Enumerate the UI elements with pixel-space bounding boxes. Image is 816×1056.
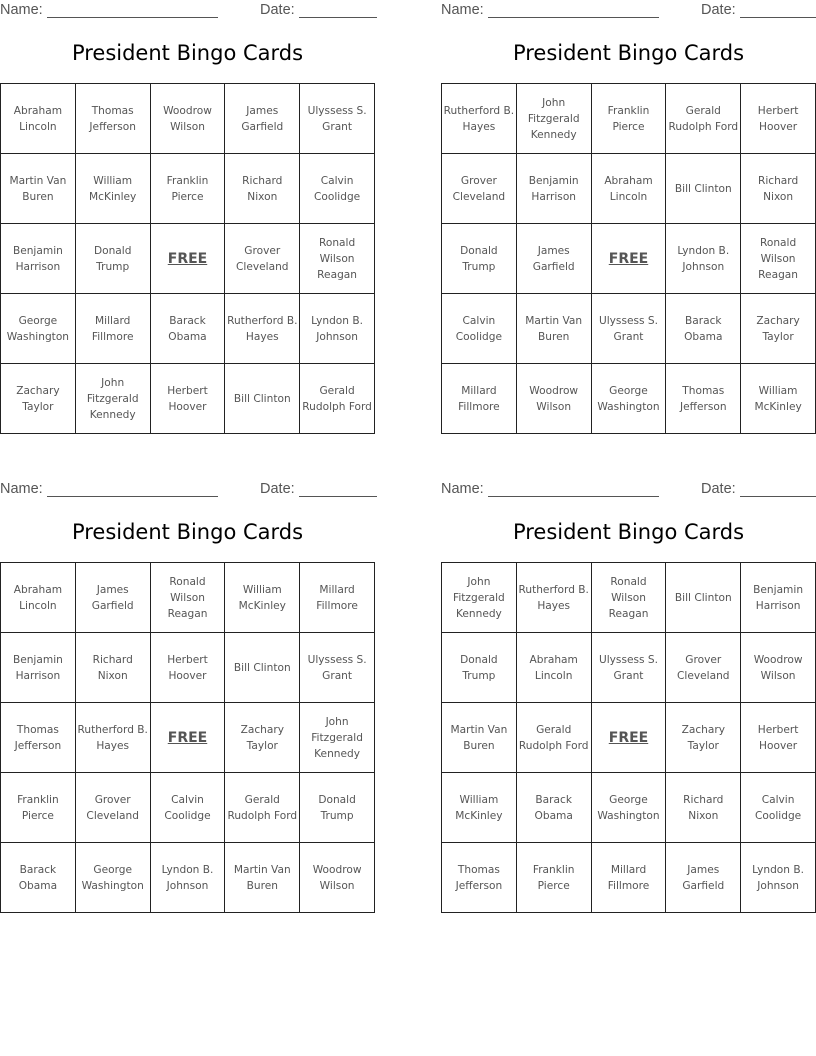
bingo-cell[interactable]: Ulyssess S. Grant xyxy=(300,84,375,154)
bingo-cell[interactable]: Barack Obama xyxy=(1,843,76,913)
name-label: Name: xyxy=(441,2,484,18)
date-field[interactable] xyxy=(701,2,816,18)
bingo-cell[interactable]: Millard Fillmore xyxy=(592,843,667,913)
bingo-cell[interactable]: James Garfield xyxy=(666,843,741,913)
bingo-cell[interactable]: Martin Van Buren xyxy=(517,294,592,364)
bingo-cell[interactable]: Lyndon B. Johnson xyxy=(666,224,741,294)
bingo-cell[interactable]: Benjamin Harrison xyxy=(1,224,76,294)
bingo-cell[interactable]: Herbert Hoover xyxy=(741,84,816,154)
date-label: Date: xyxy=(701,481,736,497)
bingo-cell[interactable]: William McKinley xyxy=(442,773,517,843)
bingo-cell[interactable]: Calvin Coolidge xyxy=(300,154,375,224)
free-space-cell[interactable]: FREE xyxy=(592,703,667,773)
bingo-cell[interactable]: Benjamin Harrison xyxy=(741,563,816,633)
bingo-cell[interactable]: Benjamin Harrison xyxy=(1,633,76,703)
card-header xyxy=(0,481,376,499)
bingo-cell[interactable]: John Fitzgerald Kennedy xyxy=(300,703,375,773)
bingo-cell[interactable]: Zachary Taylor xyxy=(741,294,816,364)
date-blank-line[interactable] xyxy=(299,482,377,497)
bingo-cell[interactable]: Richard Nixon xyxy=(76,633,151,703)
card-title: President Bingo Cards xyxy=(71,41,304,65)
date-field[interactable] xyxy=(260,481,377,497)
bingo-cell[interactable]: Woodrow Wilson xyxy=(300,843,375,913)
bingo-cell[interactable]: Richard Nixon xyxy=(225,154,300,224)
bingo-grid xyxy=(0,83,375,434)
bingo-cell[interactable]: Abraham Lincoln xyxy=(1,563,76,633)
date-label: Date: xyxy=(260,2,295,18)
date-field[interactable] xyxy=(260,2,377,18)
name-field[interactable] xyxy=(441,2,659,18)
bingo-cell[interactable]: Barack Obama xyxy=(666,294,741,364)
bingo-cell[interactable]: Zachary Taylor xyxy=(225,703,300,773)
bingo-cell[interactable]: George Washington xyxy=(592,773,667,843)
bingo-cell[interactable]: Zachary Taylor xyxy=(666,703,741,773)
date-label: Date: xyxy=(260,481,295,497)
bingo-grid xyxy=(441,562,816,913)
bingo-cell[interactable]: Millard Fillmore xyxy=(76,294,151,364)
bingo-cell[interactable]: James Garfield xyxy=(225,84,300,154)
name-blank-line[interactable] xyxy=(47,482,218,497)
name-label: Name: xyxy=(0,2,43,18)
bingo-cell[interactable]: Martin Van Buren xyxy=(225,843,300,913)
free-space-cell[interactable]: FREE xyxy=(151,224,226,294)
bingo-cell[interactable]: William McKinley xyxy=(76,154,151,224)
bingo-cell[interactable]: Herbert Hoover xyxy=(741,703,816,773)
bingo-grid xyxy=(0,562,375,913)
bingo-cell[interactable]: Abraham Lincoln xyxy=(592,154,667,224)
card-header xyxy=(441,481,816,499)
bingo-cell[interactable]: Ronald Wilson Reagan xyxy=(592,563,667,633)
bingo-cell[interactable]: William McKinley xyxy=(741,364,816,434)
bingo-cell[interactable]: Franklin Pierce xyxy=(592,84,667,154)
bingo-cell[interactable]: Franklin Pierce xyxy=(1,773,76,843)
bingo-cell[interactable]: Woodrow Wilson xyxy=(517,364,592,434)
bingo-cell[interactable]: Bill Clinton xyxy=(666,154,741,224)
bingo-cell[interactable]: Lyndon B. Johnson xyxy=(300,294,375,364)
bingo-cell[interactable]: Grover Cleveland xyxy=(442,154,517,224)
bingo-cell[interactable]: Ulyssess S. Grant xyxy=(300,633,375,703)
bingo-grid xyxy=(441,83,816,434)
date-blank-line[interactable] xyxy=(299,3,377,18)
card-title: President Bingo Cards xyxy=(512,520,745,544)
bingo-cell[interactable]: Rutherford B. Hayes xyxy=(517,563,592,633)
bingo-cell[interactable]: Benjamin Harrison xyxy=(517,154,592,224)
bingo-cell[interactable]: Martin Van Buren xyxy=(442,703,517,773)
date-blank-line[interactable] xyxy=(740,3,816,18)
bingo-cell[interactable]: Donald Trump xyxy=(442,224,517,294)
bingo-cell[interactable]: Ulyssess S. Grant xyxy=(592,294,667,364)
bingo-cell[interactable]: Donald Trump xyxy=(76,224,151,294)
name-blank-line[interactable] xyxy=(488,482,659,497)
bingo-cell[interactable]: Millard Fillmore xyxy=(442,364,517,434)
bingo-cell[interactable]: Calvin Coolidge xyxy=(741,773,816,843)
bingo-card-4 xyxy=(441,479,816,919)
bingo-cell[interactable]: George Washington xyxy=(592,364,667,434)
bingo-cell[interactable]: Thomas Jefferson xyxy=(1,703,76,773)
date-label: Date: xyxy=(701,2,736,18)
free-space-cell[interactable]: FREE xyxy=(592,224,667,294)
bingo-cell[interactable]: Bill Clinton xyxy=(225,364,300,434)
date-blank-line[interactable] xyxy=(740,482,816,497)
bingo-card-2 xyxy=(441,0,816,440)
bingo-cell[interactable]: Bill Clinton xyxy=(666,563,741,633)
card-header xyxy=(0,2,376,20)
bingo-cell[interactable]: Abraham Lincoln xyxy=(1,84,76,154)
bingo-cell[interactable]: Ronald Wilson Reagan xyxy=(151,563,226,633)
bingo-cell[interactable]: Calvin Coolidge xyxy=(442,294,517,364)
bingo-cell[interactable]: Lyndon B. Johnson xyxy=(151,843,226,913)
bingo-cell[interactable]: Rutherford B. Hayes xyxy=(442,84,517,154)
name-label: Name: xyxy=(441,481,484,497)
name-label: Name: xyxy=(0,481,43,497)
bingo-cell[interactable]: Gerald Rudolph Ford xyxy=(300,364,375,434)
bingo-cell[interactable]: Millard Fillmore xyxy=(300,563,375,633)
name-field[interactable] xyxy=(0,2,218,18)
bingo-cell[interactable]: Herbert Hoover xyxy=(151,633,226,703)
bingo-cell[interactable]: Calvin Coolidge xyxy=(151,773,226,843)
bingo-cell[interactable]: John Fitzgerald Kennedy xyxy=(442,563,517,633)
bingo-cell[interactable]: Franklin Pierce xyxy=(517,843,592,913)
bingo-cell[interactable]: Donald Trump xyxy=(442,633,517,703)
bingo-cell[interactable]: Rutherford B. Hayes xyxy=(76,703,151,773)
bingo-cell[interactable]: Ulyssess S. Grant xyxy=(592,633,667,703)
bingo-cell[interactable]: Woodrow Wilson xyxy=(741,633,816,703)
bingo-cell[interactable]: Barack Obama xyxy=(151,294,226,364)
bingo-cell[interactable]: Donald Trump xyxy=(300,773,375,843)
bingo-cell[interactable]: Thomas Jefferson xyxy=(666,364,741,434)
card-title: President Bingo Cards xyxy=(512,41,745,65)
card-header xyxy=(441,2,816,20)
bingo-cell[interactable]: Thomas Jefferson xyxy=(76,84,151,154)
bingo-cell[interactable]: Ronald Wilson Reagan xyxy=(741,224,816,294)
bingo-cell[interactable]: Grover Cleveland xyxy=(76,773,151,843)
bingo-cell[interactable]: Abraham Lincoln xyxy=(517,633,592,703)
bingo-cell[interactable]: Martin Van Buren xyxy=(1,154,76,224)
card-title: President Bingo Cards xyxy=(71,520,304,544)
bingo-cell[interactable]: Franklin Pierce xyxy=(151,154,226,224)
free-space-cell[interactable]: FREE xyxy=(151,703,226,773)
bingo-cell[interactable]: George Washington xyxy=(76,843,151,913)
bingo-cell[interactable]: Grover Cleveland xyxy=(225,224,300,294)
name-field[interactable] xyxy=(441,481,659,497)
bingo-cell[interactable]: James Garfield xyxy=(517,224,592,294)
bingo-cell[interactable]: Gerald Rudolph Ford xyxy=(666,84,741,154)
bingo-cell[interactable]: Herbert Hoover xyxy=(151,364,226,434)
name-field[interactable] xyxy=(0,481,218,497)
bingo-cell[interactable]: Gerald Rudolph Ford xyxy=(225,773,300,843)
bingo-cell[interactable]: Barack Obama xyxy=(517,773,592,843)
bingo-cell[interactable]: Grover Cleveland xyxy=(666,633,741,703)
bingo-cell[interactable]: Bill Clinton xyxy=(225,633,300,703)
bingo-cell[interactable]: John Fitzgerald Kennedy xyxy=(76,364,151,434)
bingo-cell[interactable]: Ronald Wilson Reagan xyxy=(300,224,375,294)
name-blank-line[interactable] xyxy=(488,3,659,18)
bingo-cell[interactable]: Richard Nixon xyxy=(741,154,816,224)
bingo-cell[interactable]: Thomas Jefferson xyxy=(442,843,517,913)
bingo-cell[interactable]: John Fitzgerald Kennedy xyxy=(517,84,592,154)
bingo-cell[interactable]: Woodrow Wilson xyxy=(151,84,226,154)
bingo-cell[interactable]: Lyndon B. Johnson xyxy=(741,843,816,913)
bingo-cell[interactable]: Zachary Taylor xyxy=(1,364,76,434)
bingo-card-3 xyxy=(0,479,375,919)
bingo-cell[interactable]: Richard Nixon xyxy=(666,773,741,843)
bingo-cell[interactable]: William McKinley xyxy=(225,563,300,633)
name-blank-line[interactable] xyxy=(47,3,218,18)
bingo-cell[interactable]: Rutherford B. Hayes xyxy=(225,294,300,364)
bingo-cell[interactable]: James Garfield xyxy=(76,563,151,633)
date-field[interactable] xyxy=(701,481,816,497)
bingo-cell[interactable]: George Washington xyxy=(1,294,76,364)
bingo-cell[interactable]: Gerald Rudolph Ford xyxy=(517,703,592,773)
bingo-card-1 xyxy=(0,0,375,440)
